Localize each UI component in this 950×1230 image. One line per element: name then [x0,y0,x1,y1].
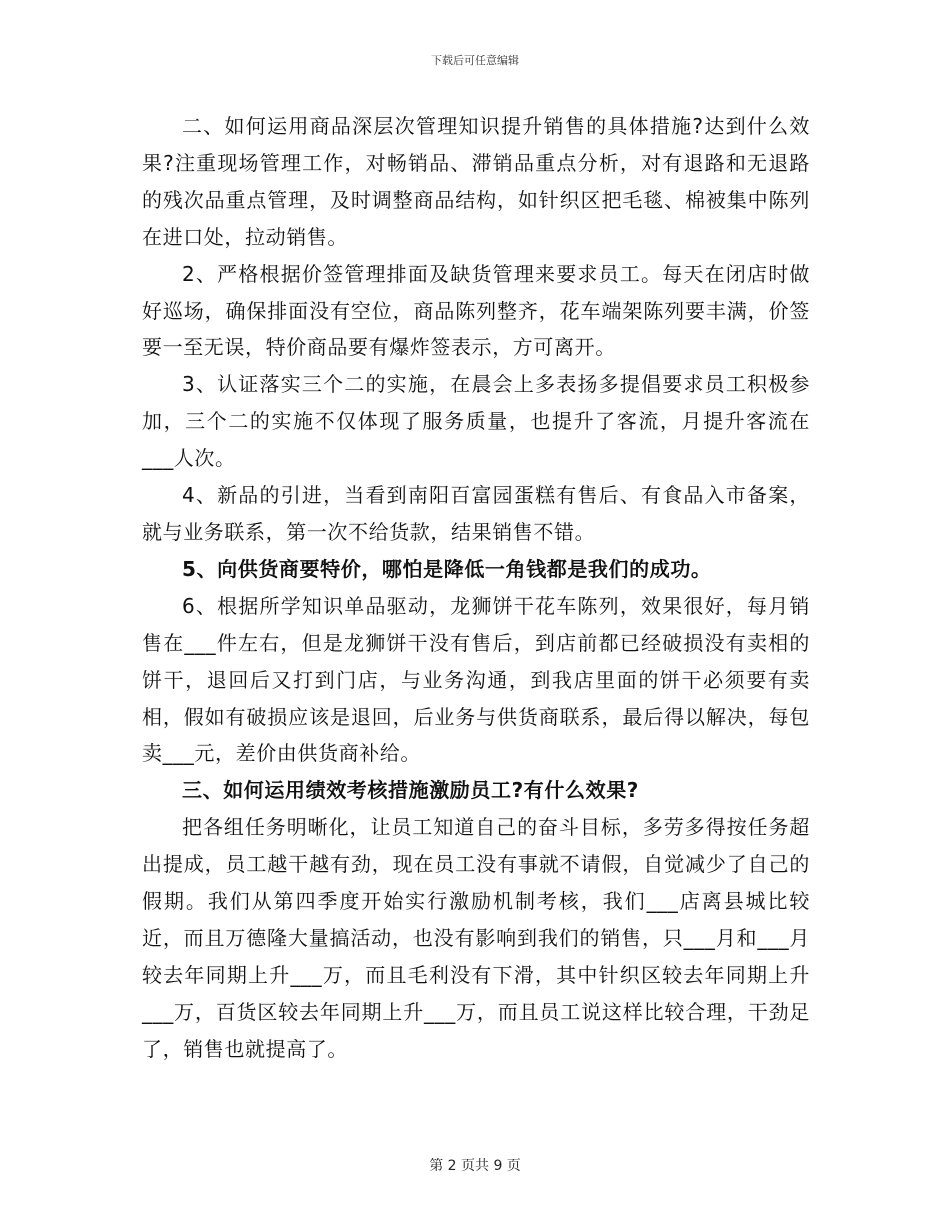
page-footer: 第 2 页共 9 页 [429,1158,521,1174]
paragraph-section-2-heading: 二、如何运用商品深层次管理知识提升销售的具体措施?达到什么效果?注重现场管理工作，对畅销品、滞销品重点分析，对有退路和无退路的残次品重点管理，及时调整商品结构，如针织区把毛毯、棉被集中陈列在进口处，拉动销售。 [142,114,810,249]
paragraph-item-4: 4、新品的引进，当看到南阳百富园蛋糕有售后、有食品入市备案，就与业务联系，第一次不给货款，结果销售不错。 [142,483,810,544]
page-header: 下载后可任意编辑 [431,54,519,67]
paragraph-item-5: 5、向供货商要特价，哪怕是降低一角钱都是我们的成功。 [182,556,712,581]
paragraph-item-2: 2、严格根据价签管理排面及缺货管理来要求员工。每天在闭店时做好巡场，确保排面没有空位，商品陈列整齐，花车端架陈列要丰满，价签要一至无误，特价商品要有爆炸签表示，方可离开。 [142,261,810,360]
section-3-heading: 三、如何运用绩效考核措施激励员工?有什么效果? [182,778,640,803]
paragraph-item-6: 6、根据所学知识单品驱动，龙狮饼干花车陈列，效果很好，每月销售在___件左右，但是龙狮饼干没有售后，到店前都已经破损没有卖相的饼干，退回后又打到门店，与业务沟通，到我店里面的饼干必须要有卖相，假如有破损应该是退回，后业务与供货商联系，最后得以解决，每包卖___元，差价由供货商补给。 [142,593,810,766]
document-body [142,108,810,1068]
paragraph-section-3-body: 把各组任务明晰化，让员工知道自己的奋斗目标，多劳多得按任务超出提成，员工越干越有劲，现在员工没有事就不请假，自觉减少了自己的假期。我们从第四季度开始实行激励机制考核，我们___店离县城比较近，而且万德隆大量搞活动，也没有影响到我们的销售，只___月和___月较去年同期上升___万，而且毛利没有下滑，其中针织区较去年同期上升___万，百货区较去年同期上升___万，而且员工说这样比较合理，干劲足了，销售也就提高了。 [142,815,810,1061]
paragraph-item-3: 3、认证落实三个二的实施，在晨会上多表扬多提倡要求员工积极参加，三个二的实施不仅体现了服务质量，也提升了客流，月提升客流在___人次。 [142,372,810,471]
